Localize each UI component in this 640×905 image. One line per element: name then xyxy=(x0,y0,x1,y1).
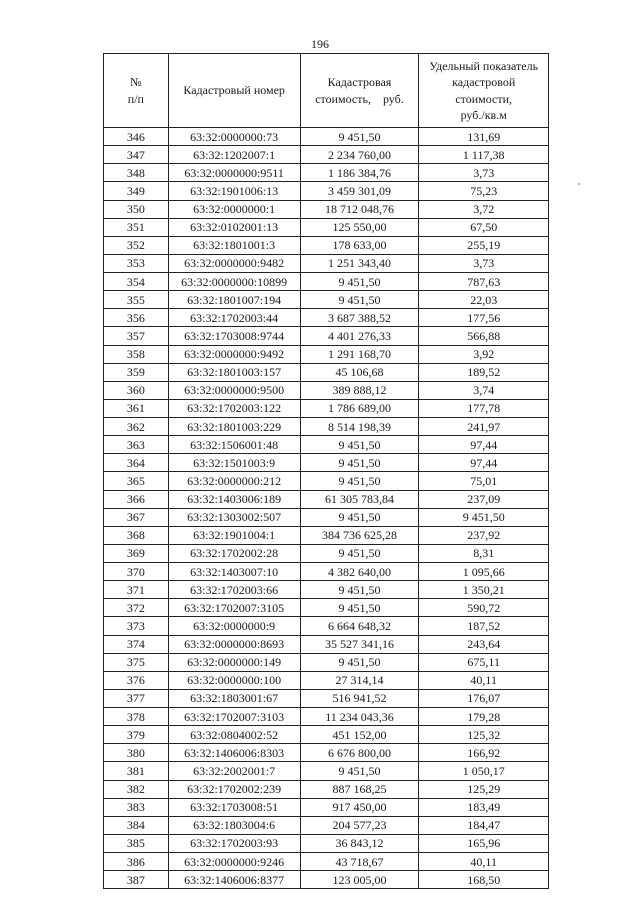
table-row xyxy=(104,871,549,889)
row-number: 363 xyxy=(104,436,169,454)
table-row xyxy=(104,508,549,526)
header-cadastral-value-line: стоимость, руб. xyxy=(315,91,404,106)
header-cadastral-value-line: Кадастровая xyxy=(327,75,392,90)
table-row xyxy=(104,436,549,454)
cadastral-value-cell: 6 664 648,32 xyxy=(300,617,419,635)
header-specific-indicator-line: Удельный показатель xyxy=(429,59,539,74)
specific-indicator-cell: 125,32 xyxy=(419,726,549,744)
header-cadastral-number: Кадастровый номер xyxy=(168,54,300,128)
cadastral-number-cell: 63:32:1703008:9744 xyxy=(168,327,300,345)
table-row xyxy=(104,182,549,200)
table-row xyxy=(104,762,549,780)
specific-indicator-cell: 67,50 xyxy=(419,218,549,236)
row-number: 354 xyxy=(104,273,169,291)
row-number: 373 xyxy=(104,617,169,635)
row-number: 355 xyxy=(104,291,169,309)
row-number: 352 xyxy=(104,236,169,254)
row-number: 360 xyxy=(104,381,169,399)
row-number: 384 xyxy=(104,816,169,834)
cadastral-number-cell: 63:32:0102001:13 xyxy=(168,218,300,236)
cadastral-value-cell: 9 451,50 xyxy=(300,508,419,526)
cadastral-value-cell: 389 888,12 xyxy=(300,381,419,399)
specific-indicator-cell: 131,69 xyxy=(419,128,549,146)
cadastral-number-cell: 63:32:0000000:212 xyxy=(168,472,300,490)
row-number: 378 xyxy=(104,708,169,726)
table-row xyxy=(104,726,549,744)
cadastral-number-cell: 63:32:1403006:189 xyxy=(168,490,300,508)
cadastral-value-cell: 9 451,50 xyxy=(300,291,419,309)
row-number: 365 xyxy=(104,472,169,490)
table-row xyxy=(104,472,549,490)
cadastral-number-cell: 63:32:0000000:149 xyxy=(168,653,300,671)
table-row xyxy=(104,544,549,562)
header-number-line: № xyxy=(130,75,142,90)
table-row xyxy=(104,490,549,508)
specific-indicator-cell: 179,28 xyxy=(419,708,549,726)
header-number-line: п/п xyxy=(127,91,144,106)
specific-indicator-cell: 176,07 xyxy=(419,689,549,707)
specific-indicator-cell: 255,19 xyxy=(419,236,549,254)
table-row xyxy=(104,254,549,272)
table-row xyxy=(104,327,549,345)
table-row xyxy=(104,744,549,762)
header-cadastral-value xyxy=(300,54,419,128)
cadastral-value-cell: 9 451,50 xyxy=(300,653,419,671)
cadastral-value-cell: 384 736 625,28 xyxy=(300,526,419,544)
header-specific-indicator-line: стоимости, xyxy=(455,91,513,106)
cadastral-number-cell: 63:32:1901004:1 xyxy=(168,526,300,544)
table-row xyxy=(104,309,549,327)
specific-indicator-cell: 3,72 xyxy=(419,200,549,218)
cadastral-number-cell: 63:32:1702007:3105 xyxy=(168,599,300,617)
specific-indicator-cell: 184,47 xyxy=(419,816,549,834)
specific-indicator-cell: 1 350,21 xyxy=(419,581,549,599)
specific-indicator-cell: 75,01 xyxy=(419,472,549,490)
cadastral-number-cell: 63:32:0000000:1 xyxy=(168,200,300,218)
cadastral-number-cell: 63:32:0000000:9482 xyxy=(168,254,300,272)
cadastral-number-cell: 63:32:1801003:157 xyxy=(168,363,300,381)
row-number: 379 xyxy=(104,726,169,744)
cadastral-number-cell: 63:32:1703008:51 xyxy=(168,798,300,816)
specific-indicator-cell: 177,78 xyxy=(419,399,549,417)
header-number xyxy=(104,54,169,128)
cadastral-number-cell: 63:32:0000000:9511 xyxy=(168,164,300,182)
table-row xyxy=(104,200,549,218)
specific-indicator-cell: 165,96 xyxy=(419,834,549,852)
table-row xyxy=(104,363,549,381)
cadastral-value-cell: 1 786 689,00 xyxy=(300,399,419,417)
specific-indicator-cell: 183,49 xyxy=(419,798,549,816)
table-row xyxy=(104,708,549,726)
cadastral-number-cell: 63:32:1901006:13 xyxy=(168,182,300,200)
cadastral-number-cell: 63:32:1702002:28 xyxy=(168,544,300,562)
cadastral-number-cell: 63:32:1801001:3 xyxy=(168,236,300,254)
cadastral-value-cell: 178 633,00 xyxy=(300,236,419,254)
specific-indicator-cell: 22,03 xyxy=(419,291,549,309)
row-number: 381 xyxy=(104,762,169,780)
cadastral-value-cell: 27 314,14 xyxy=(300,671,419,689)
cadastral-number-cell: 63:32:1501003:9 xyxy=(168,454,300,472)
page-number: 196 xyxy=(311,37,329,51)
table-row xyxy=(104,128,549,146)
cadastral-value-cell: 61 305 783,84 xyxy=(300,490,419,508)
table-row xyxy=(104,816,549,834)
row-number: 366 xyxy=(104,490,169,508)
row-number: 382 xyxy=(104,780,169,798)
cadastral-value-cell: 35 527 341,16 xyxy=(300,635,419,653)
row-number: 375 xyxy=(104,653,169,671)
cadastral-number-cell: 63:32:0000000:10899 xyxy=(168,273,300,291)
table-row xyxy=(104,526,549,544)
row-number: 372 xyxy=(104,599,169,617)
cadastral-number-cell: 63:32:1702003:93 xyxy=(168,834,300,852)
cadastral-value-cell: 11 234 043,36 xyxy=(300,708,419,726)
cadastral-value-cell: 9 451,50 xyxy=(300,273,419,291)
specific-indicator-cell: 97,44 xyxy=(419,454,549,472)
cadastral-number-cell: 63:32:1803004:6 xyxy=(168,816,300,834)
row-number: 367 xyxy=(104,508,169,526)
row-number: 357 xyxy=(104,327,169,345)
table-row xyxy=(104,780,549,798)
row-number: 383 xyxy=(104,798,169,816)
table-body xyxy=(104,128,549,889)
cadastral-number-cell: 63:32:0804002:52 xyxy=(168,726,300,744)
cadastral-value-cell: 9 451,50 xyxy=(300,436,419,454)
specific-indicator-cell: 40,11 xyxy=(419,671,549,689)
cadastral-number-cell: 63:32:0000000:9500 xyxy=(168,381,300,399)
table-row xyxy=(104,798,549,816)
row-number: 380 xyxy=(104,744,169,762)
row-number: 356 xyxy=(104,309,169,327)
table-row xyxy=(104,581,549,599)
cadastral-number-cell: 63:32:1506001:48 xyxy=(168,436,300,454)
table-row xyxy=(104,689,549,707)
specific-indicator-cell: 243,64 xyxy=(419,635,549,653)
cadastral-number-cell: 63:32:1702003:44 xyxy=(168,309,300,327)
table-row xyxy=(104,853,549,871)
cadastral-number-cell: 63:32:2002001:7 xyxy=(168,762,300,780)
cadastral-value-cell: 516 941,52 xyxy=(300,689,419,707)
cadastral-value-cell: 125 550,00 xyxy=(300,218,419,236)
specific-indicator-cell: 237,92 xyxy=(419,526,549,544)
cadastral-number-cell: 63:32:0000000:73 xyxy=(168,128,300,146)
row-number: 353 xyxy=(104,254,169,272)
cadastral-number-cell: 63:32:1801003:229 xyxy=(168,418,300,436)
cadastral-number-cell: 63:32:0000000:9492 xyxy=(168,345,300,363)
row-number: 348 xyxy=(104,164,169,182)
cadastral-value-cell: 9 451,50 xyxy=(300,454,419,472)
row-number: 347 xyxy=(104,146,169,164)
row-number: 364 xyxy=(104,454,169,472)
table-row xyxy=(104,653,549,671)
row-number: 350 xyxy=(104,200,169,218)
cadastral-value-cell: 9 451,50 xyxy=(300,128,419,146)
cadastral-number-cell: 63:32:0000000:8693 xyxy=(168,635,300,653)
cadastral-value-cell: 917 450,00 xyxy=(300,798,419,816)
cadastral-value-cell: 123 005,00 xyxy=(300,871,419,889)
specific-indicator-cell: 177,56 xyxy=(419,309,549,327)
row-number: 370 xyxy=(104,563,169,581)
row-number: 346 xyxy=(104,128,169,146)
specific-indicator-cell: 168,50 xyxy=(419,871,549,889)
specific-indicator-cell: 97,44 xyxy=(419,436,549,454)
cadastral-value-cell: 9 451,50 xyxy=(300,599,419,617)
specific-indicator-cell: 75,23 xyxy=(419,182,549,200)
specific-indicator-cell: 187,52 xyxy=(419,617,549,635)
table-row xyxy=(104,834,549,852)
cadastral-value-cell: 36 843,12 xyxy=(300,834,419,852)
specific-indicator-cell: 237,09 xyxy=(419,490,549,508)
specific-indicator-cell: 3,92 xyxy=(419,345,549,363)
row-number: 368 xyxy=(104,526,169,544)
table-row xyxy=(104,599,549,617)
specific-indicator-cell: 787,63 xyxy=(419,273,549,291)
table-row xyxy=(104,635,549,653)
row-number: 376 xyxy=(104,671,169,689)
header-specific-indicator-line: руб./кв.м xyxy=(460,107,507,122)
cadastral-value-cell: 9 451,50 xyxy=(300,472,419,490)
table-row xyxy=(104,381,549,399)
cadastral-number-cell: 63:32:1202007:1 xyxy=(168,146,300,164)
specific-indicator-cell: 566,88 xyxy=(419,327,549,345)
table-row xyxy=(104,617,549,635)
cadastral-value-cell: 8 514 198,39 xyxy=(300,418,419,436)
cadastral-value-cell: 9 451,50 xyxy=(300,762,419,780)
table-row xyxy=(104,218,549,236)
specific-indicator-cell: 3,74 xyxy=(419,381,549,399)
cadastral-number-cell: 63:32:1406006:8303 xyxy=(168,744,300,762)
specific-indicator-cell: 3,73 xyxy=(419,164,549,182)
row-number: 385 xyxy=(104,834,169,852)
row-number: 377 xyxy=(104,689,169,707)
table-row xyxy=(104,236,549,254)
cadastral-value-cell: 3 687 388,52 xyxy=(300,309,419,327)
specific-indicator-cell: 166,92 xyxy=(419,744,549,762)
header-specific-indicator-line: кадастровой xyxy=(452,75,516,90)
specific-indicator-cell: 590,72 xyxy=(419,599,549,617)
cadastral-value-cell: 45 106,68 xyxy=(300,363,419,381)
table-header xyxy=(104,54,549,128)
cadastral-value-cell: 887 168,25 xyxy=(300,780,419,798)
cadastral-number-cell: 63:32:1702003:122 xyxy=(168,399,300,417)
table-row xyxy=(104,273,549,291)
cadastral-value-table xyxy=(103,53,549,889)
cadastral-value-cell: 18 712 048,76 xyxy=(300,200,419,218)
cadastral-number-cell: 63:32:1702003:66 xyxy=(168,581,300,599)
cadastral-value-cell: 1 291 168,70 xyxy=(300,345,419,363)
cadastral-value-cell: 6 676 800,00 xyxy=(300,744,419,762)
table-row xyxy=(104,146,549,164)
table-row xyxy=(104,164,549,182)
specific-indicator-cell: 125,29 xyxy=(419,780,549,798)
table-row xyxy=(104,418,549,436)
row-number: 362 xyxy=(104,418,169,436)
table-row xyxy=(104,399,549,417)
header-specific-indicator xyxy=(419,54,549,128)
cadastral-value-cell: 4 401 276,33 xyxy=(300,327,419,345)
cadastral-value-cell: 451 152,00 xyxy=(300,726,419,744)
cadastral-number-cell: 63:32:0000000:100 xyxy=(168,671,300,689)
table-row xyxy=(104,563,549,581)
cadastral-value-cell: 2 234 760,00 xyxy=(300,146,419,164)
specific-indicator-cell: 40,11 xyxy=(419,853,549,871)
row-number: 361 xyxy=(104,399,169,417)
row-number: 358 xyxy=(104,345,169,363)
specific-indicator-cell: 675,11 xyxy=(419,653,549,671)
cadastral-value-cell: 1 186 384,76 xyxy=(300,164,419,182)
cadastral-number-cell: 63:32:1406006:8377 xyxy=(168,871,300,889)
cadastral-value-cell: 204 577,23 xyxy=(300,816,419,834)
row-number: 374 xyxy=(104,635,169,653)
row-number: 387 xyxy=(104,871,169,889)
specific-indicator-cell: 189,52 xyxy=(419,363,549,381)
row-number: 351 xyxy=(104,218,169,236)
cadastral-value-cell: 3 459 301,09 xyxy=(300,182,419,200)
cadastral-number-cell: 63:32:0000000:9246 xyxy=(168,853,300,871)
specific-indicator-cell: 241,97 xyxy=(419,418,549,436)
cadastral-value-cell: 9 451,50 xyxy=(300,544,419,562)
cadastral-number-cell: 63:32:1403007:10 xyxy=(168,563,300,581)
cadastral-value-cell: 43 718,67 xyxy=(300,853,419,871)
row-number: 371 xyxy=(104,581,169,599)
cadastral-value-cell: 1 251 343,40 xyxy=(300,254,419,272)
table-row xyxy=(104,454,549,472)
row-number: 369 xyxy=(104,544,169,562)
cadastral-value-cell: 9 451,50 xyxy=(300,581,419,599)
cadastral-number-cell: 63:32:1303002:507 xyxy=(168,508,300,526)
specific-indicator-cell: 9 451,50 xyxy=(419,508,549,526)
table-row xyxy=(104,345,549,363)
cadastral-value-cell: 4 382 640,00 xyxy=(300,563,419,581)
specific-indicator-cell: 1 050,17 xyxy=(419,762,549,780)
cadastral-number-cell: 63:32:1801007:194 xyxy=(168,291,300,309)
table-row xyxy=(104,291,549,309)
cadastral-number-cell: 63:32:1702002:239 xyxy=(168,780,300,798)
specific-indicator-cell: 3,73 xyxy=(419,254,549,272)
scan-speck xyxy=(578,183,580,185)
specific-indicator-cell: 1 117,38 xyxy=(419,146,549,164)
row-number: 359 xyxy=(104,363,169,381)
row-number: 386 xyxy=(104,853,169,871)
row-number: 349 xyxy=(104,182,169,200)
table-row xyxy=(104,671,549,689)
cadastral-number-cell: 63:32:1803001:67 xyxy=(168,689,300,707)
specific-indicator-cell: 8,31 xyxy=(419,544,549,562)
specific-indicator-cell: 1 095,66 xyxy=(419,563,549,581)
cadastral-number-cell: 63:32:1702007:3103 xyxy=(168,708,300,726)
cadastral-number-cell: 63:32:0000000:9 xyxy=(168,617,300,635)
header-row xyxy=(104,54,549,128)
